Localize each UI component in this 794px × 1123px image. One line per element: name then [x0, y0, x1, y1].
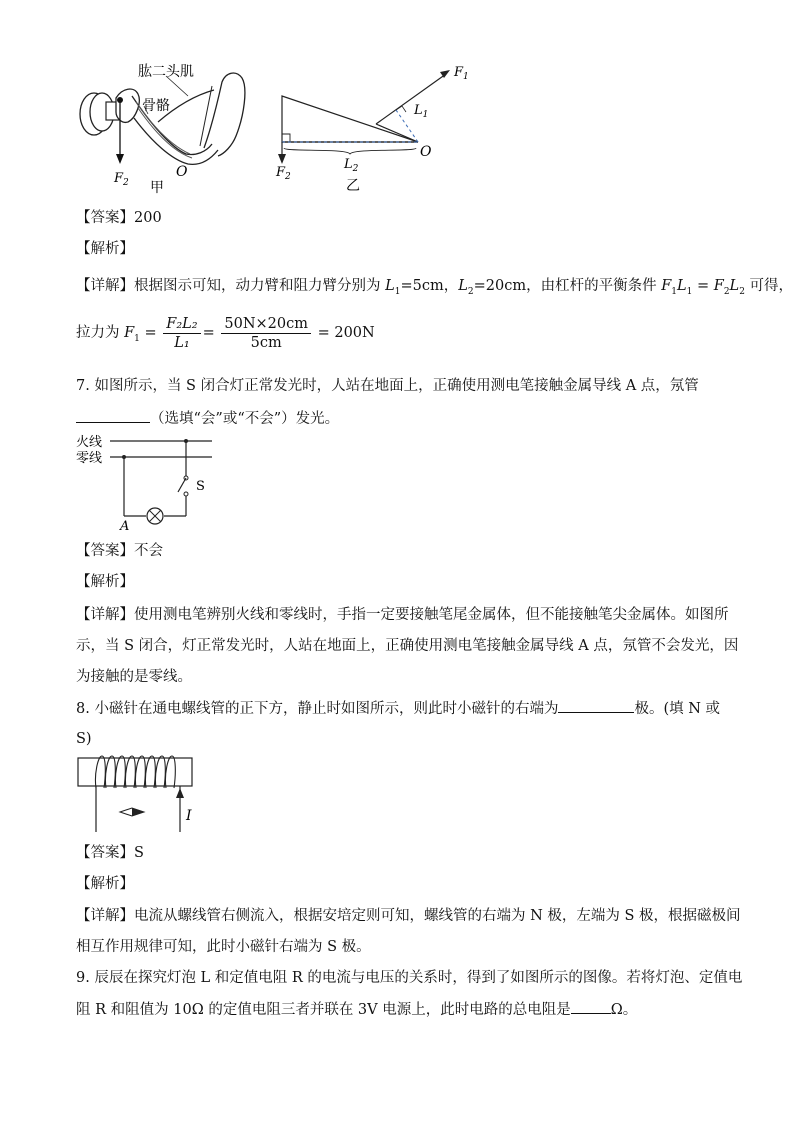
q8-stem-line-1: 8. 小磁针在通电螺线管的正下方，静止时如图所示，则此时小磁针的右端为 极。(填 N 或 [76, 698, 720, 719]
detail-tag: 【详解】 [76, 908, 134, 924]
live-wire-label: 火线 [76, 435, 103, 450]
q7-answer-blank[interactable] [76, 408, 150, 423]
lever-triangle [282, 96, 418, 142]
answer-tag: 【答案】 [76, 543, 134, 559]
q8-stem-line-2: S) [76, 731, 92, 747]
arm-L1-label: $L_1$ [414, 103, 429, 120]
formula-result: = 200N [317, 325, 375, 341]
q7-answer: 不会 [134, 543, 163, 559]
neutral-wire-label: 零线 [76, 451, 103, 466]
answer-tag: 【答案】 [76, 845, 134, 861]
detail-tag: 【详解】 [76, 278, 134, 294]
q7-stem-line-1: 7. 如图所示，当 S 闭合灯正常发光时，人站在地面上，正确使用测电笔接触金属导线 A 点，氖管 [76, 378, 699, 394]
q7-detail-line-1: 【详解】使用测电笔辨别火线和零线时，手指一定要接触笔尾金属体，但不能接触笔尖金属体。如图所 [76, 607, 729, 623]
q7-detail-line-2: 示，当 S 闭合，灯正常发光时，人站在地面上，正确使用测电笔接触金属导线 A 点，氖管不会发光，因 [76, 638, 739, 654]
q8-answer-blank[interactable] [558, 698, 634, 713]
switch-S [178, 478, 186, 492]
q6-detail-line: 【详解】根据图示可知，动力臂和阻力臂分别为 $L_1=5cm$，$L_2=20cm$，由杠杆的平衡条件 $F_1L_1 = F_2L_2$ 可得， [76, 278, 794, 297]
arm-L2-label: $L_2$ [344, 157, 359, 174]
formula-fraction-1: $\frac{\text{F₂L₂}}{\text{L₁}}$ [163, 315, 200, 352]
q6-analysis-line [76, 239, 134, 259]
detail-tag: 【详解】 [76, 607, 134, 623]
analysis-tag: 【解析】 [76, 241, 134, 257]
formula-fraction-2: $\frac{50N\times 20cm}{5cm}$ [221, 315, 311, 352]
figure-household-circuit [76, 432, 226, 532]
q7-stem-line-2: （选填“会”或“不会”）发光。 [76, 408, 339, 429]
q8-answer-line [76, 843, 144, 863]
q7-analysis-line: 【解析】 [76, 574, 134, 590]
force-F2-label: $F_2$ [276, 165, 291, 182]
fulcrum-O-label: O [420, 144, 432, 160]
q7-answer-line [76, 541, 163, 561]
current-I-label: I [186, 808, 192, 824]
lamp-icon [147, 508, 163, 524]
answer-tag: 【答案】 [76, 210, 134, 226]
q8-analysis-line: 【解析】 [76, 876, 134, 892]
figure-lever-diagram [268, 60, 488, 195]
figure-arm-lever [72, 56, 252, 196]
q7-detail-line-3: 为接触的是零线。 [76, 669, 192, 685]
q8-detail-line-1: 【详解】电流从螺线管右侧流入，根据安培定则可知，螺线管的右端为 N 极，左端为 S 极，根据磁极间 [76, 908, 741, 924]
q9-answer-blank[interactable] [571, 999, 611, 1014]
bone-label: 骨骼 [142, 98, 170, 114]
q6-answer: 200 [134, 210, 162, 226]
point-A-label: A [120, 519, 130, 532]
q6-formula-line: 拉力为 $F_1$ = $\frac{\text{F₂L₂}}{\text{L₁}}$ = $\frac{50N\times 20cm}{5cm}$ = 200N [76, 315, 375, 351]
q6-answer-line [76, 208, 162, 228]
q8-detail-line-2: 相互作用规律可知，此时小磁针右端为 S 极。 [76, 939, 371, 955]
q8-answer: S [134, 845, 144, 861]
switch-S-label: S [196, 479, 205, 494]
force-F1-label: $F_1$ [454, 65, 469, 82]
figure-jia-label: 甲 [150, 180, 164, 196]
q9-stem-line-1: 9. 辰辰在探究灯泡 L 和定值电阻 R 的电流与电压的关系时，得到了如图所示的图像。若将灯泡、定值电 [76, 970, 743, 986]
biceps-label: 肱二头肌 [138, 64, 194, 80]
fulcrum-O-label: O [176, 164, 188, 180]
compass-needle-icon [120, 808, 144, 816]
figure-yi-label: 乙 [346, 178, 360, 194]
balance-formula: F [661, 278, 672, 294]
q9-stem-line-2: 阻 R 和阻值为 10Ω 的定值电阻三者并联在 3V 电源上，此时电路的总电阻是 Ω。 [76, 999, 637, 1020]
figure-solenoid [76, 754, 206, 836]
force-F2-label: $F_2$ [114, 171, 129, 188]
